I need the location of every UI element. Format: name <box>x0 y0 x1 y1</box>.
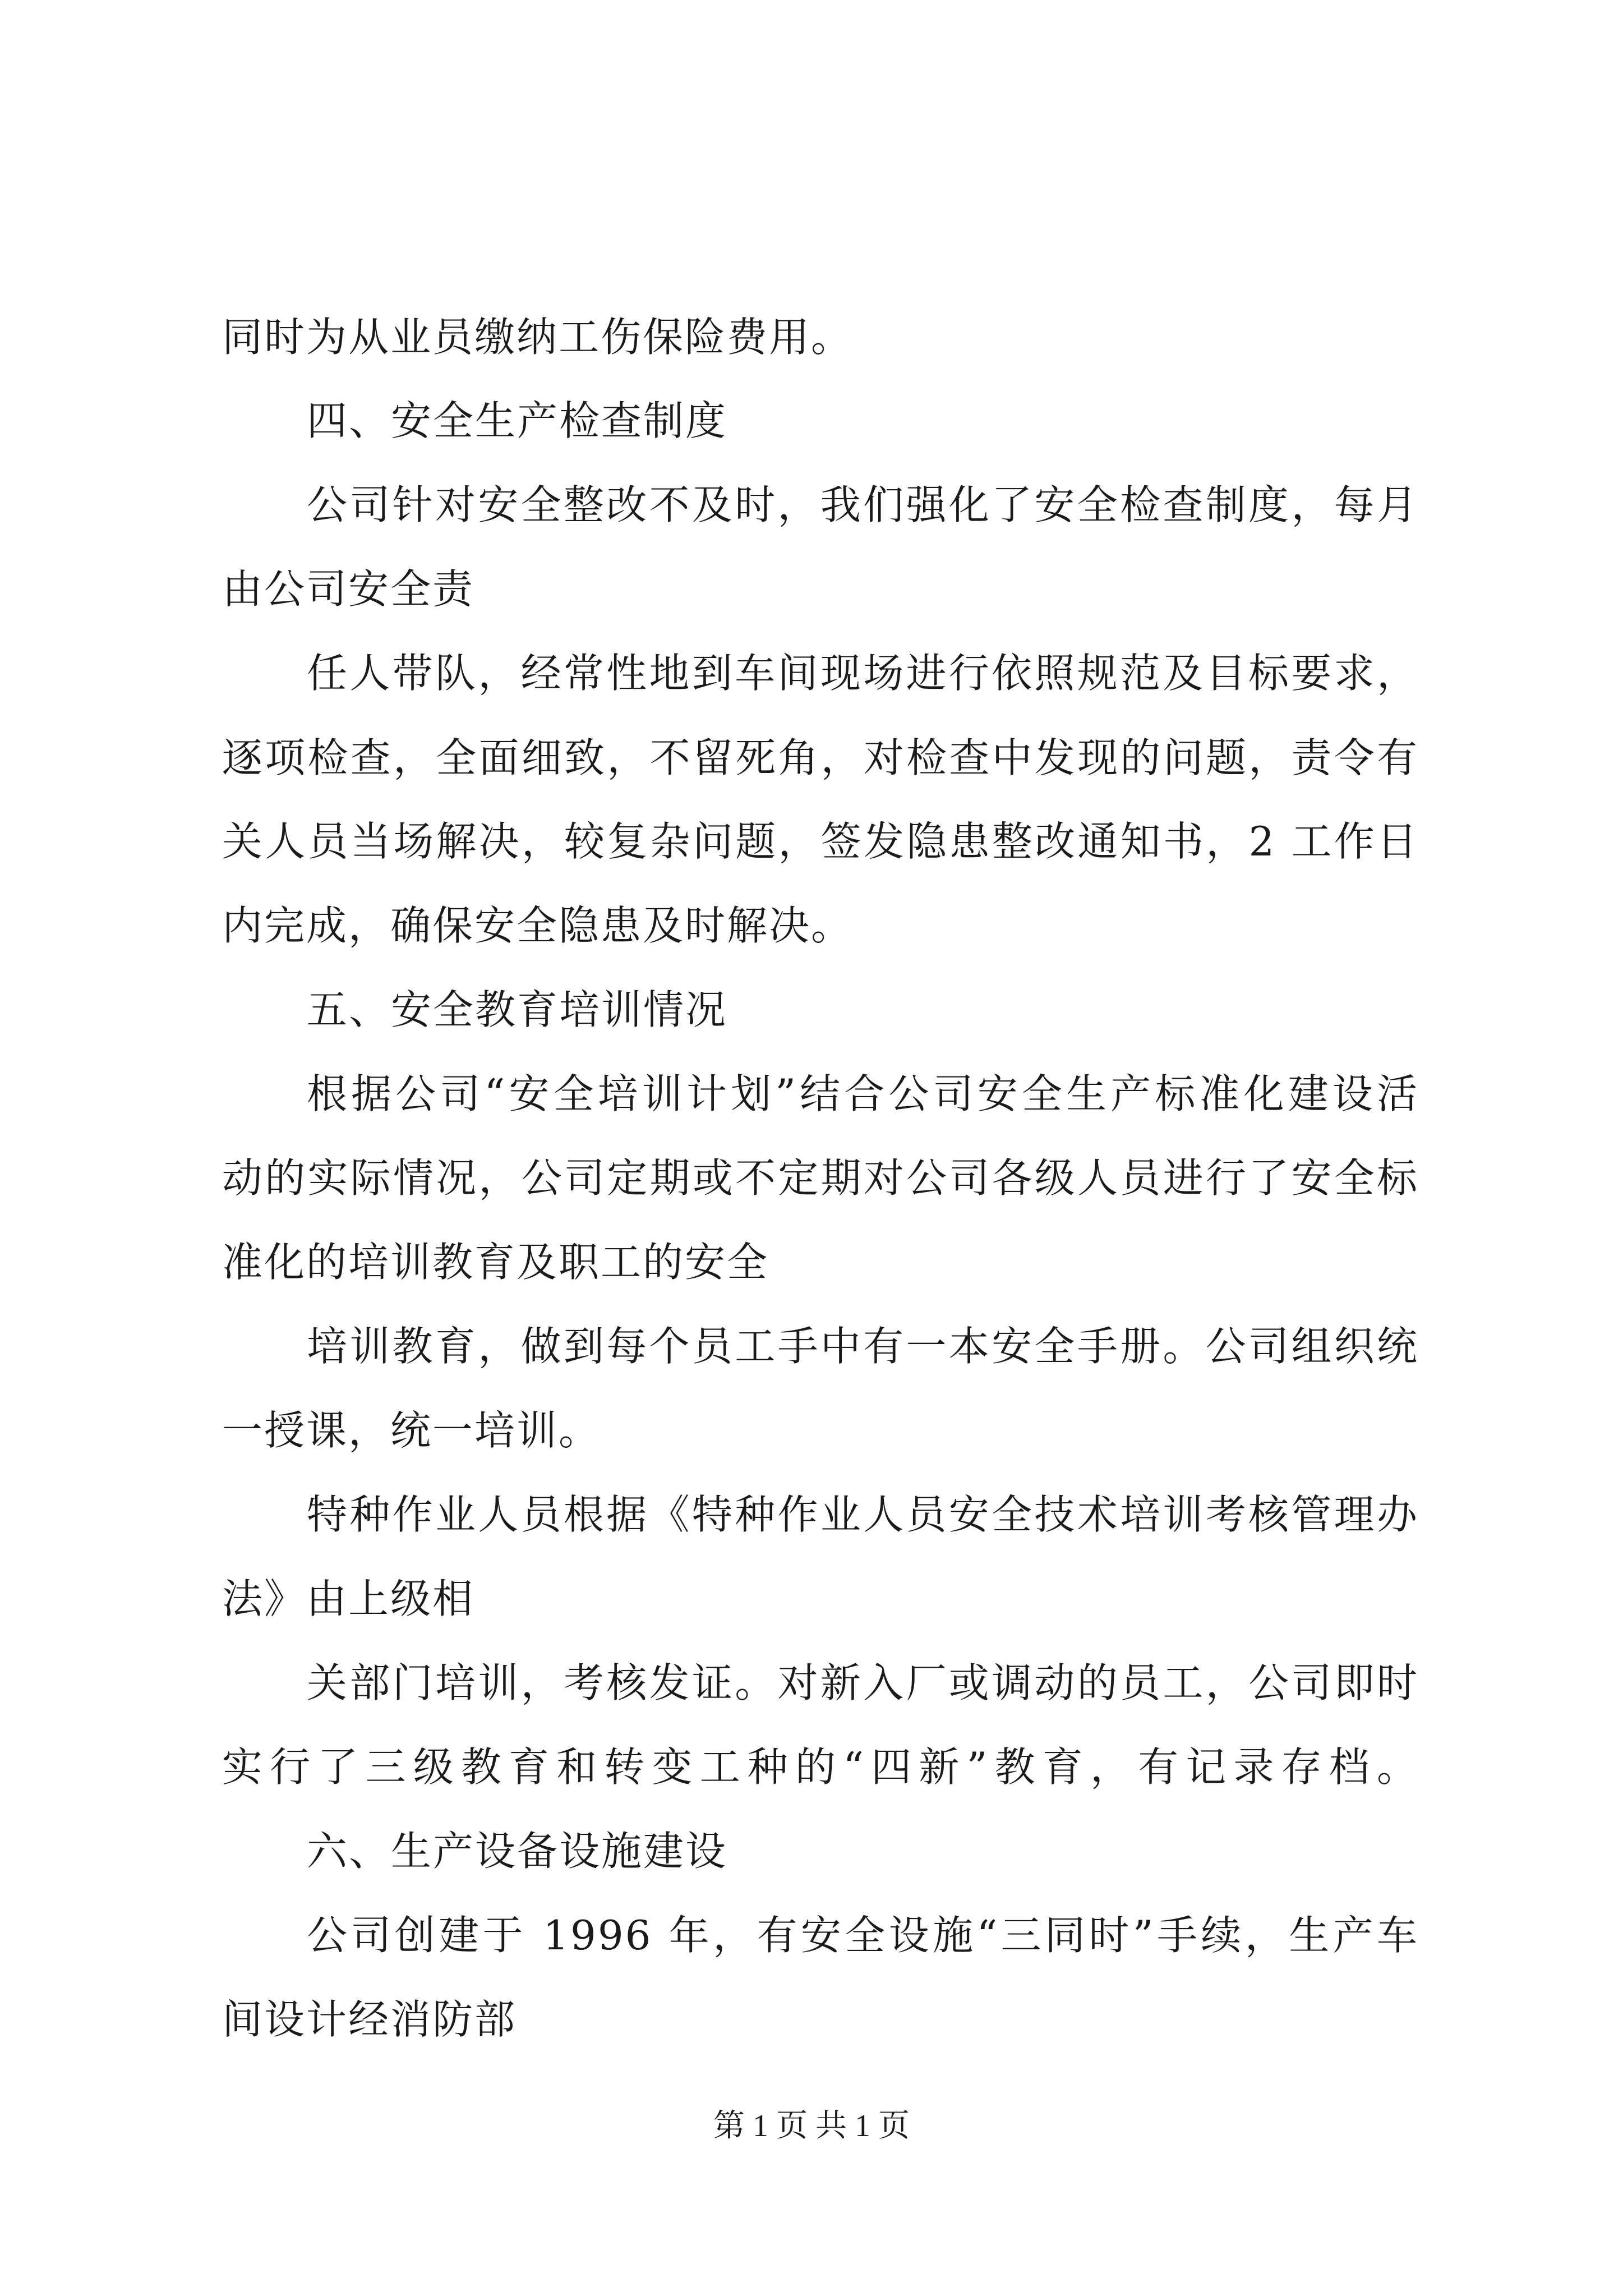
body-text-line: 根据公司“安全培训计划”结合公司安全生产标准化建设活 <box>307 1070 1419 1117</box>
body-text-line: 间设计经消防部 <box>222 1996 517 2043</box>
body-text-line: 任人带队，经常性地到车间现场进行依照规范及目标要求， <box>307 650 1419 697</box>
body-text-line: 实行了三级教育和转变工种的“四新”教育，有记录存档。 <box>222 1743 1419 1791</box>
body-text-line: 关部门培训，考核发证。对新入厂或调动的员工，公司即时 <box>307 1659 1419 1706</box>
body-text-line: 内完成，确保安全隐患及时解决。 <box>222 902 854 949</box>
body-text-line: 关人员当场解决，较复杂问题，签发隐患整改通知书，2 工作日 <box>222 818 1419 865</box>
body-text-line: 公司创建于 1996 年，有安全设施“三同时”手续，生产车 <box>307 1912 1419 1959</box>
body-text-line: 公司针对安全整改不及时，我们强化了安全检查制度，每月 <box>307 481 1419 528</box>
body-text-line: 法》由上级相 <box>222 1575 475 1622</box>
section-heading: 六、生产设备设施建设 <box>307 1828 728 1875</box>
body-text-line: 准化的培训教育及职工的安全 <box>222 1239 769 1286</box>
body-text-line: 动的实际情况，公司定期或不定期对公司各级人员进行了安全标 <box>222 1154 1419 1202</box>
body-text-line: 由公司安全责 <box>222 565 475 613</box>
body-text-line: 培训教育，做到每个员工手中有一本安全手册。公司组织统 <box>307 1323 1419 1370</box>
section-heading: 五、安全教育培训情况 <box>307 986 728 1033</box>
section-heading: 四、安全生产检查制度 <box>307 397 728 444</box>
body-text-line: 逐项检查，全面细致，不留死角，对检查中发现的问题，责令有 <box>222 734 1419 781</box>
body-text-line: 同时为从业员缴纳工伤保险费用。 <box>222 314 854 361</box>
body-text-line: 一授课，统一培训。 <box>222 1407 601 1454</box>
page-footer: 第 1 页 共 1 页 <box>713 2109 910 2143</box>
body-text-line: 特种作业人员根据《特种作业人员安全技术培训考核管理办 <box>307 1491 1419 1538</box>
